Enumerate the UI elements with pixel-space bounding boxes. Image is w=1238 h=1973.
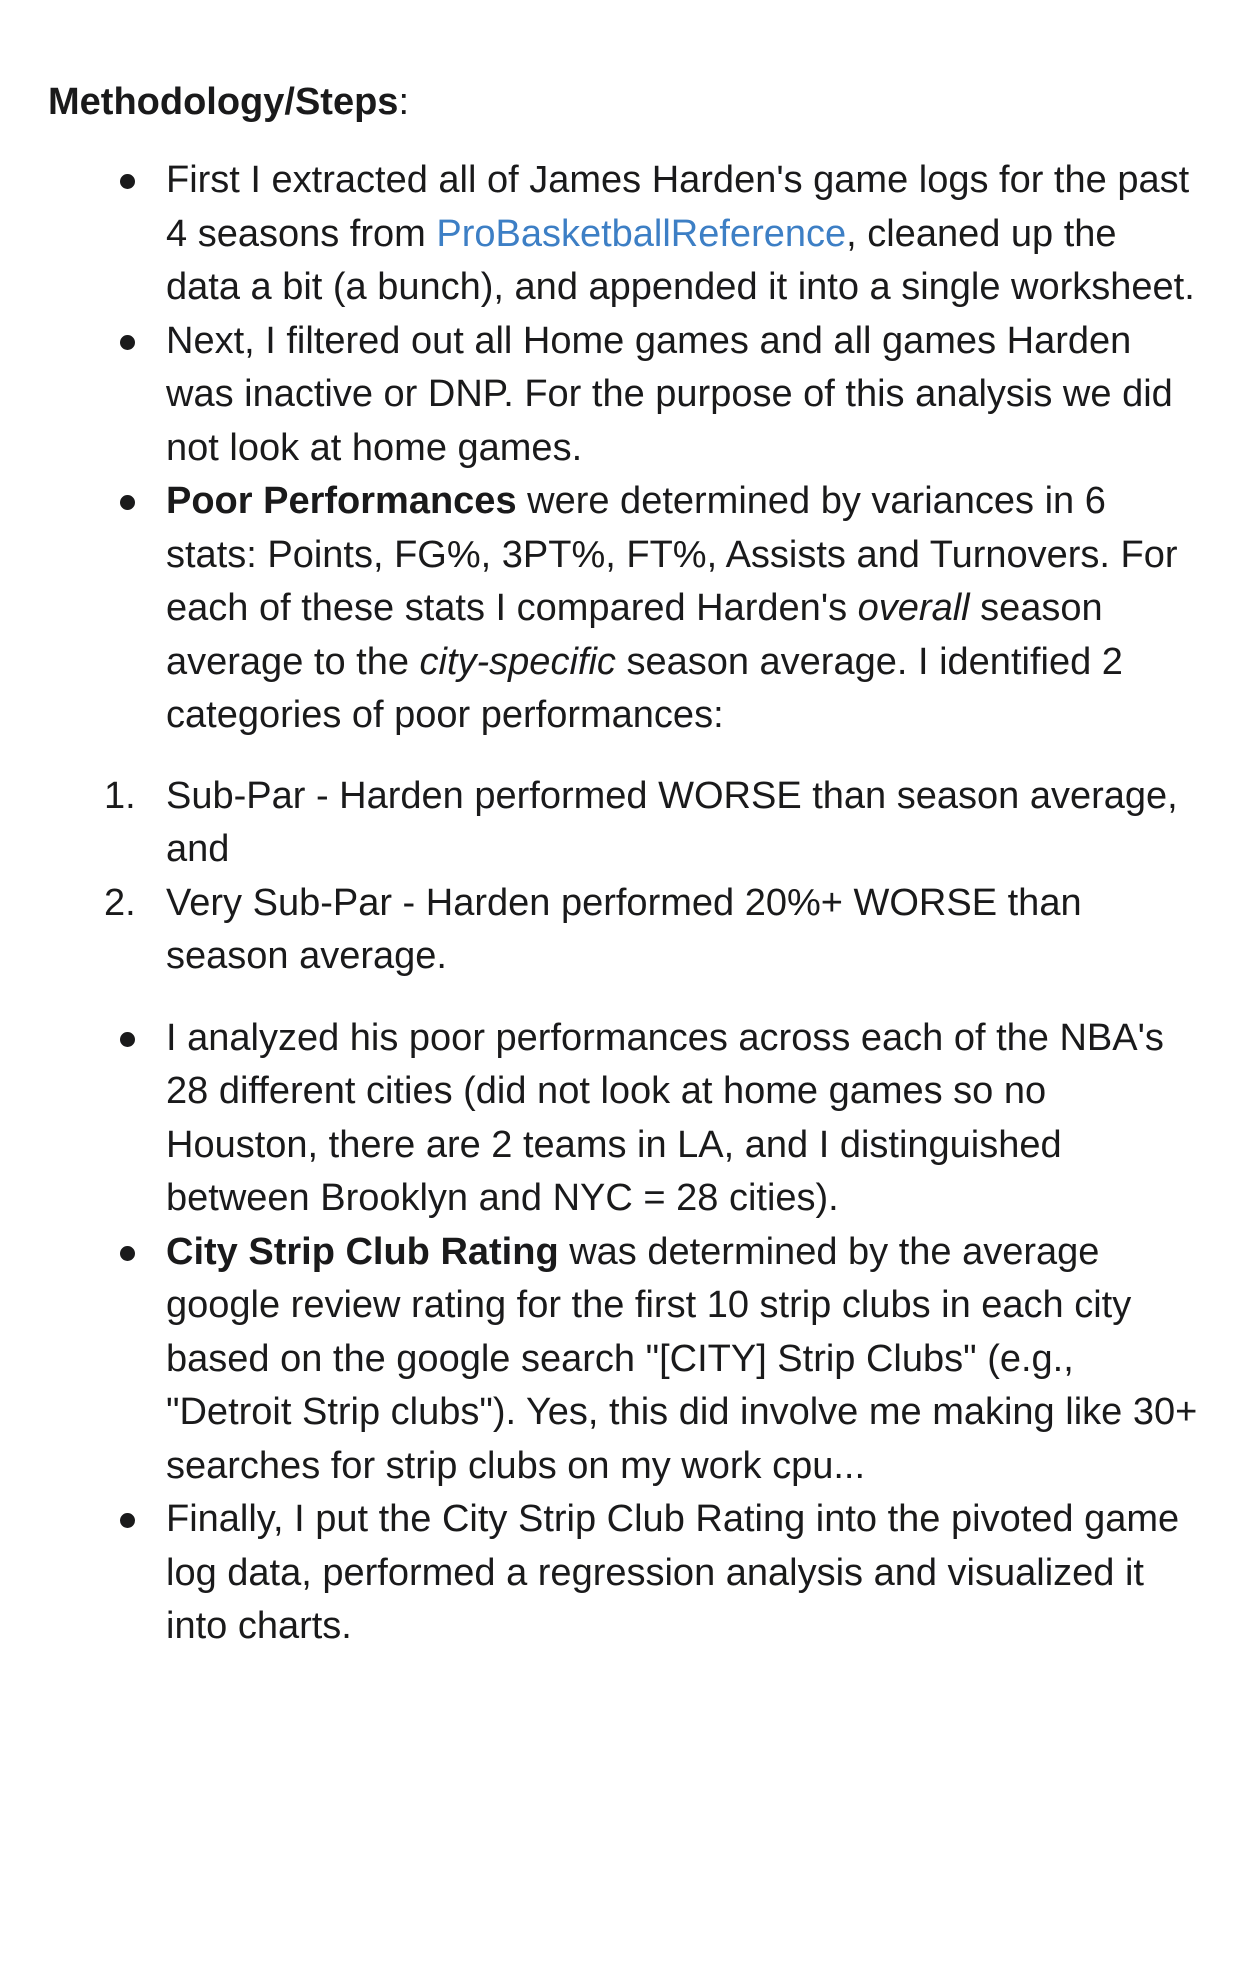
category-sub-par <box>48 770 1198 877</box>
heading-title: Methodology/Steps <box>48 81 399 123</box>
step-poor-performances <box>48 475 1198 743</box>
list-spacer <box>48 743 1198 770</box>
step-regression <box>48 1493 1198 1654</box>
step-analyze-cities <box>48 1012 1198 1226</box>
categories-list <box>48 770 1198 984</box>
probasketballreference-link[interactable]: ProBasketballReference <box>436 212 847 255</box>
category-very-sub-par <box>48 877 1198 984</box>
step-text: First I extracted all of James Harden's game logs for the past 4 seasons from <box>166 159 1190 255</box>
list-spacer <box>48 984 1198 1012</box>
list-number: 1. <box>104 774 136 817</box>
step-text: , cleaned up the data a bit (a bunch), and appended it into a single worksheet. <box>166 212 1195 308</box>
step-text: I analyzed his poor performances across each of the NBA's 28 different cities (did not look at home games so no Houston, there are 2 teams in LA, and I distinguished between Brooklyn and NYC = 28 cities). <box>166 1016 1164 1219</box>
step-text: season average. I identified 2 categories of poor performances: <box>166 640 1123 736</box>
heading-colon: : <box>398 81 410 123</box>
step-text: Finally, I put the City Strip Club Rating into the pivoted game log data, performed a regression analysis and visualized it into charts. <box>166 1498 1180 1647</box>
term-city-strip-club-rating: City Strip Club Rating <box>166 1230 559 1273</box>
term-poor-performances: Poor Performances <box>166 480 517 522</box>
emphasis-overall: overall <box>857 587 970 629</box>
list-number: 2. <box>104 881 136 924</box>
section-heading <box>48 72 1198 132</box>
emphasis-city-specific: city-specific <box>419 640 616 683</box>
step-extract-logs <box>48 154 1198 315</box>
step-filter-games <box>48 315 1198 476</box>
step-strip-club-rating <box>48 1226 1198 1494</box>
step-text: Next, I filtered out all Home games and all games Harden was inactive or DNP. For the purpose of this analysis we did not look at home games. <box>166 319 1173 469</box>
steps-list-first <box>48 154 1198 743</box>
step-text: was determined by the average google review rating for the first 10 strip clubs in each city based on the google search "[CITY] Strip Clubs" (e.g., "Detroit Strip clubs"). Yes, this did involve me making like 30+ searches for strip clubs on my work cpu... <box>166 1230 1198 1487</box>
steps-list-second <box>48 1012 1198 1654</box>
category-text: Very Sub-Par - Harden performed 20%+ WORSE than season average. <box>166 881 1082 977</box>
category-text: Sub-Par - Harden performed WORSE than season average, and <box>166 774 1178 870</box>
step-text: were determined by variances in 6 stats: Points, FG%, 3PT%, FT%, Assists and Turnovers. For each of these stats I compared Harden's <box>166 480 1178 629</box>
step-text: season average to the <box>166 587 1103 683</box>
